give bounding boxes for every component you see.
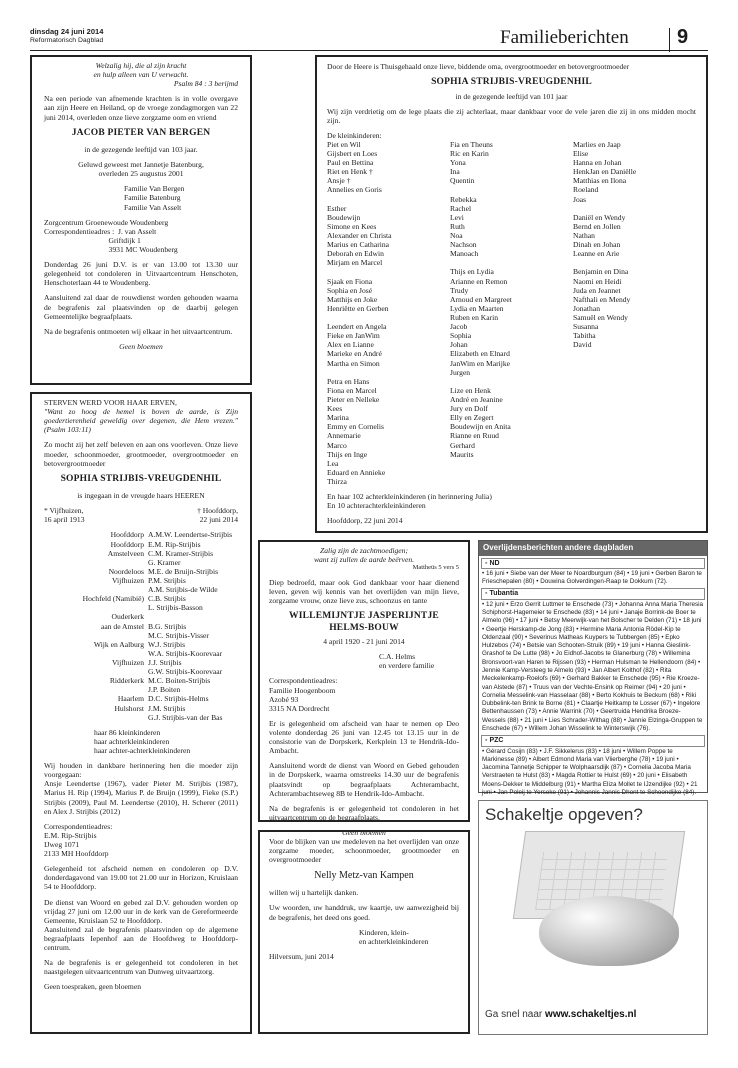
after-funeral-text: Na de begrafenis is er gelegenheid tot condoleren in het naastgelegen uitvaartcentrum van Dunweg uitvaartzorg. (44, 958, 238, 977)
intro-text: Door de Heere is Thuisgehaald onze lieve, biddende oma, overgrootmoeder en betovergrootmoeder (327, 62, 630, 71)
section-title: Familieberichten (500, 27, 629, 48)
verse: Welzalig hij, die al zijn kracht en hulp alleen van U verwacht. (93, 61, 189, 80)
paper-text-pzc: • Gérard Cosijn (83) • J.F. Sikkelerus (83) • 18 juni • Willem Poppe te Markinesse (89) • Albert Edmond Maria van Vlierberghe (78) • 19 juni • Jacomina Tannetje Schipper te Wolphaarsdijk (87) • Cornelia Jacoba Maria Verstraeten te Hulst (83) • Magda Rottier te Hulst (69) • 20 juni • Elisabeth Moens-Dekker te Middelburg (91) • Martha Eliza Mollet te IJzendijke (92) • 21 juni • Jan Poleij te Yerseke (91) • Johannis Jannis Dhont te Schoondijke (84). (482, 747, 698, 797)
after-funeral-text: Na de begrafenis is er gelegenheid tot condoleren in het uitvaartcentrum op de begraafplaats. (269, 803, 459, 822)
obituary-van-bergen (30, 55, 252, 385)
paper-text-tubantia: • 12 juni • Erzo Gerrit Luttmer te Enschede (73) • Johanna Anna Maria Theresia Schiphorst-Hagemeier te Enschede (83) • 14 juni • Janaje Borrink-de Boer te Almelo (96) • 17 juni • Betsy Meerwijk-van het Bolscher te Delden (71) • 18 juni • Geertje Herskamp-de Jong (83) • Hermine Maria Antonia Rödel-Kip te Oldenzaal (90) • Severinus Matheas Kuypers te Tubbergen (85) • Epko Hulzebos (74) • Betsie van Schooten-Struik (89) • 19 juni • Hanna Gieslink-Grashof te De Lutte (98) • Jo Eidhof-Jacobs te Glanerburg (78) • Willemina Bronsvoort-van Haren te Rijssen (93) • Herman Hulsman te Hellendoorn (84) • Jennie Kamp-Versteeg te Almelo (93) • Jan Albert Kolthof (82) • Rita Meckelenkamp-Roelofs (69) • Gerhard Bakker te Enschede (95) • Rie Kroeze-van Alstede (87) • Truus van der Vechte-Ensink op Reimer (94) • 20 juni • Cornelia Messelink-van Hasselaar (88) • Berto Kokhuis te Beckum (68) • Riki Dubbelink-ten Brink te Borne (81) • Claartje Heitkamp te Losser (67) • Ingelore Bettenhaussen (73) • Annie Warrink (70) • Geertruida Hendrika Broeze-Wessels (88) • 21 juni • Lies Schrader-Withag (88) • Jannie Elzinga-Gruppen te Enschede (67) • Willem Johan Wisselink te Winterswijk (76). (482, 600, 704, 733)
header-divider (669, 28, 670, 52)
closing-text: Geen bloemen (119, 341, 163, 351)
thanks-metz-van-kampen (258, 827, 470, 1034)
family-names: Familie Van Bergen Familie Batenburg Familie Van Asselt (124, 184, 185, 212)
place-date: Hilversum, juni 2014 (269, 951, 334, 961)
age-text: in de gezegende leeftijd van 103 jaar. (84, 145, 198, 155)
deceased-name: JACOB PIETER VAN BERGEN (71, 127, 211, 138)
paper-label-tubantia: ▪ Tubantia (481, 588, 705, 599)
farewell-text: Er is gelegenheid om afscheid van haar te nemen op Deo volente donderdag 26 juni van 12.45 tot 13.15 uur in de consistorie van de Dorpskerk, Kerkplein 13 te Hendrik-Ido-Ambacht. (269, 718, 459, 756)
obituary-strijbis-children (30, 392, 252, 1034)
deceased-name: Nelly Metz-van Kampen (314, 870, 414, 882)
closing-text: Geen toespraken, geen bloemen (44, 982, 141, 992)
family-names: A.M.W. Leendertse-Strijbis E.M. Rip-Strijbis C.M. Kramer-Strijbis G. Kramer M.E. de Bruijn-Strijbis P.M. Strijbis A.M. Strijbis-de Wilde C.B. Strijbis L. Strijbis-Basson B.G. Strijbis M.C. Strijbis-Visser W.J. Strijbis W.A. Strijbis-Koorevaar J.J. Strijbis G.W. Strijbis-Koorevaar M.C. Boiten-Strijbis J.P. Boiten D.C. Strijbis-Helms J.M. Strijbis G.J. Strijbis-van der Bas (148, 530, 233, 722)
grandchildren-column-1: Piet en Wil Gijsbert en Loes Paul en Bettina Riet en Henk † Ansje † Annelies en Goris Esther Boudewijn Simone en Kees Alexander en Christa Marius en Catharina Deborah en Edwin Mirjam en Marcel Sjaak en Fiona Sophia en José Matthijs en Joke Henriëtte en Gerben Leendert en Angela Fieke en JanWim Alex en Lianne Marieke en André Martha en Simon Petra en Hans Fiona en Marcel Pieter en Nelleke Kees Marina Emmy en Cornelis Annemarie Marco Thijs en Inge Lea Eduard en Annieke Thirza (327, 139, 392, 486)
square-bullet-icon: ▪ (485, 590, 488, 598)
page-number: 9 (677, 26, 689, 48)
heading-text: STERVEN WERD VOOR HAAR ERVEN, (44, 398, 177, 407)
verse-reference: Mattheüs 5 vers 5 (412, 564, 459, 572)
great-grandchildren-text: En haar 102 achterkleinkinderen (in herinnering Julia) En 10 achterachterkleinkinderen (327, 492, 492, 511)
service-text: De dienst van Woord en gebed zal D.V. gehouden worden op vrijdag 27 juni om 12.00 uur in de kerk van de Gereformeerde Gemeente, Kruislaan 52 te Hoofddorp. Aansluitend zal de begrafenis plaatsvinden op de algemene begraafplaats Iepenhof aan de Hoofdweg te Hoofddorp-centrum. (44, 897, 238, 953)
paper-label-nd: ▪ ND (481, 558, 705, 569)
condolence-text: Gelegenheid tot afscheid nemen en condoleren op D.V. donderdagavond van 19.00 tot 21.00 uur in Horizon, Kruislaan 54 te Hoofddorp. (44, 864, 238, 892)
place-date: Hoofddorp, 22 juni 2014 (327, 516, 403, 526)
issue-date: dinsdag 24 juni 2014 (30, 27, 104, 36)
deceased-name: WILLEMIJNTJE JASPERIJNTJE HELMS-BOUW (289, 611, 439, 633)
family-places: Hoofddorp Hoofddorp Amstelveen Noordeloos Vijfhuizen Hochfeld (Namibië) Ouderkerk aan de Amstel Wijk en Aalburg Vijfhuizen Ridderkerk Haarlem Hulshorst (82, 530, 144, 713)
condolence-text: Donderdag 26 juni D.V. is er van 13.00 tot 13.30 uur gelegenheid tot condoleren in Uitvaartcentrum Henschoten, Henschoterlaan 44 te Woudenberg. (44, 260, 238, 288)
newspaper-name: Reformatorisch Dagblad (30, 37, 104, 44)
entered-text: is ingegaan in de vreugde haars HEEREN (77, 491, 205, 501)
paper-label-pzc: ▪ PZC (481, 735, 705, 746)
grandchildren-label: De kleinkinderen: (327, 130, 382, 140)
verse: "Want zo hoog de hemel is boven de aarde, is Zijn goedertierenheid geweldig over degenen, die Hem vrezen." (Psalm 103:11) (44, 407, 238, 435)
birth-death (44, 506, 238, 524)
service-text: Aansluitend zal daar de rouwdienst worden gehouden waarna de begrafenis zal plaatsvinden op de daarbij gelegen Gemeentelijke begraafplaats. (44, 293, 238, 321)
correspondence-address: Correspondentieadres: Familie Hoogenboom Azobé 93 3315 NA Dordrecht (269, 676, 338, 713)
grandchildren-column-2: Fia en Theuns Ric en Karin Yona Ina Quentin Rebekka Rachel Levi Ruth Noa Nachson Manoach Thijs en Lydia Arianne en Remon Trudy Arnoud en Margreet Lydia en Maarten Ruben en Karin Jacob Sophia Johan Elizabeth en Elnard JanWim en Marijke Jurgen Lize en Henk André en Jeanine Jury en Dolf Elly en Zegert Boudewijn en Anita Rianne en Ruud Gerhard Maurits (450, 139, 512, 459)
intro-text: Zo mocht zij het zelf beleven en aan ons voorleven. Onze lieve moeder, schoonmoeder, grootmoeder, overgrootmoeder en betovergrootmoeder (44, 440, 238, 468)
verse-reference: Psalm 84 : 3 berijmd (173, 79, 238, 89)
advert-footer: Ga snel naar www.schakeltjes.nl (485, 1009, 637, 1020)
family-names: C.A. Helms en verdere familie (379, 652, 435, 671)
meeting-text: Na de begrafenis ontmoeten wij elkaar in het uitvaartcentrum. (44, 326, 233, 336)
advert-headline: Schakeltje opgeven? (485, 805, 643, 824)
dates-text: 4 april 1920 - 21 juni 2014 (323, 637, 405, 647)
grandchildren-column-3: Marlies en Jaap Elise Hanna en Johan HenkJan en Daniëlle Matthias en Ilona Roeland Joas Daniël en Wendy Bernd en Jollen Nathan Dinah en Johan Leanne en Arie Benjamin en Dina Naomi en Heidi Juda en Jeannet Nafthali en Mendy Jonathan Samuël en Wendy Susanna Tabitha David (573, 139, 637, 350)
signature: Kinderen, klein- en achterkleinkinderen (359, 927, 429, 946)
grandchildren-text: haar 86 kleinkinderen haar achterkleinkinderen haar achter-achterkleinkinderen (94, 727, 191, 755)
intro-text: Diep bedroefd, maar ook God dankbaar voor haar dienend leven, geven wij kennis van het overlijden van mijn lieve, zorgzame vrouw, onze lieve zus, schoonzus en tante (269, 578, 459, 606)
other-newspapers-box (478, 540, 708, 797)
closing-text: Geen bloemen (342, 827, 386, 837)
intro-text: Voor de blijken van uw medeleven na het overlijden van onze zorgzame moeder, schoonmoeder, grootmoeder en overgrootmoeder (269, 837, 459, 865)
advert-link[interactable]: www.schakeltjes.nl (545, 1009, 637, 1020)
remembrance-text: Wij houden in dankbare herinnering hen die moeder zijn voorgegaan: Ansje Leendertse (1967), vader Pieter M. Strijbis (1987), Marius H. Rip (1994), Marius P. de Bruijn (1999), Fieke (S.P.) Strijbis (2009), Paul M. Leendertse (2010), H. Scherer (2011) en Alex J. Strijbis (2012) (44, 761, 238, 816)
header-rule (30, 50, 708, 51)
service-text: Aansluitend wordt de dienst van Woord en Gebed gehouden in de Dorpskerk, waarna omstreeks 14.30 uur de begrafenis plaatsvindt op begraafplaats Achterambacht, Achterambachtseweg 8B te Hendrik-Ido-Ambacht. (269, 761, 459, 798)
computer-mouse-image (539, 896, 679, 966)
age-text: in de gezegende leeftijd van 101 jaar (455, 91, 568, 101)
thanks-text: willen wij u hartelijk danken. (269, 888, 359, 898)
schakeltjes-advert[interactable] (478, 800, 708, 1035)
family-list (44, 530, 238, 721)
gratitude-text: Uw woorden, uw handdruk, uw kaartje, uw aanwezigheid bij de begrafenis, het deed ons goed. (269, 903, 459, 922)
square-bullet-icon: ▪ (485, 559, 488, 567)
square-bullet-icon: ▪ (485, 737, 488, 745)
gratitude-text: Wij zijn verdrietig om de lege plaats die zij achterlaat, maar dankbaar voor de vele jaren die zij in ons midden mocht zijn. (327, 106, 696, 125)
death-text: † Hoofddorp, 22 juni 2014 (197, 506, 238, 525)
deceased-name: SOPHIA STRIJBIS-VREUGDENHIL (60, 473, 222, 484)
obituary-helms-bouw (258, 540, 470, 837)
spouse-text: Geluwd geweest met Jannetje Batenburg, overleden 25 augustus 2001 (78, 160, 204, 179)
obituary-strijbis-grandchildren (315, 55, 708, 533)
box-title: Overlijdensberichten andere dagbladen (479, 541, 707, 556)
paper-text-nd: • 16 juni • Siebe van der Meer te Noardburgum (84) • 19 juni • Gerben Baron te Frieschepalen (80) • Douwina Golverdingen-Raap te Dokkum (72). (482, 569, 702, 586)
correspondence-address: Correspondentieadres: E.M. Rip-Strijbis IJweg 1071 2133 MH Hoofddorp (44, 821, 113, 859)
verse: Zalig zijn de zachtmoedigen; want zij zullen de aarde beërven. (313, 546, 415, 565)
intro-text: Na een periode van afnemende krachten is in volle overgave aan zijn Heere en Heiland, op de vroege zondagmorgen van 22 juni 2014, overleden onze lieve zorgzame oom en vriend (44, 94, 238, 122)
deceased-name: SOPHIA STRIJBIS-VREUGDENHIL (431, 77, 592, 88)
grandchildren-list (327, 140, 696, 486)
correspondence-address: Zorgcentrum Groenewoude Woudenberg Correspondentieadres : J. van Asselt Griftdijk 1 3931 MC Woudenberg (44, 217, 178, 255)
birth-text: * Vijfhuizen, 16 april 1913 (44, 506, 85, 525)
